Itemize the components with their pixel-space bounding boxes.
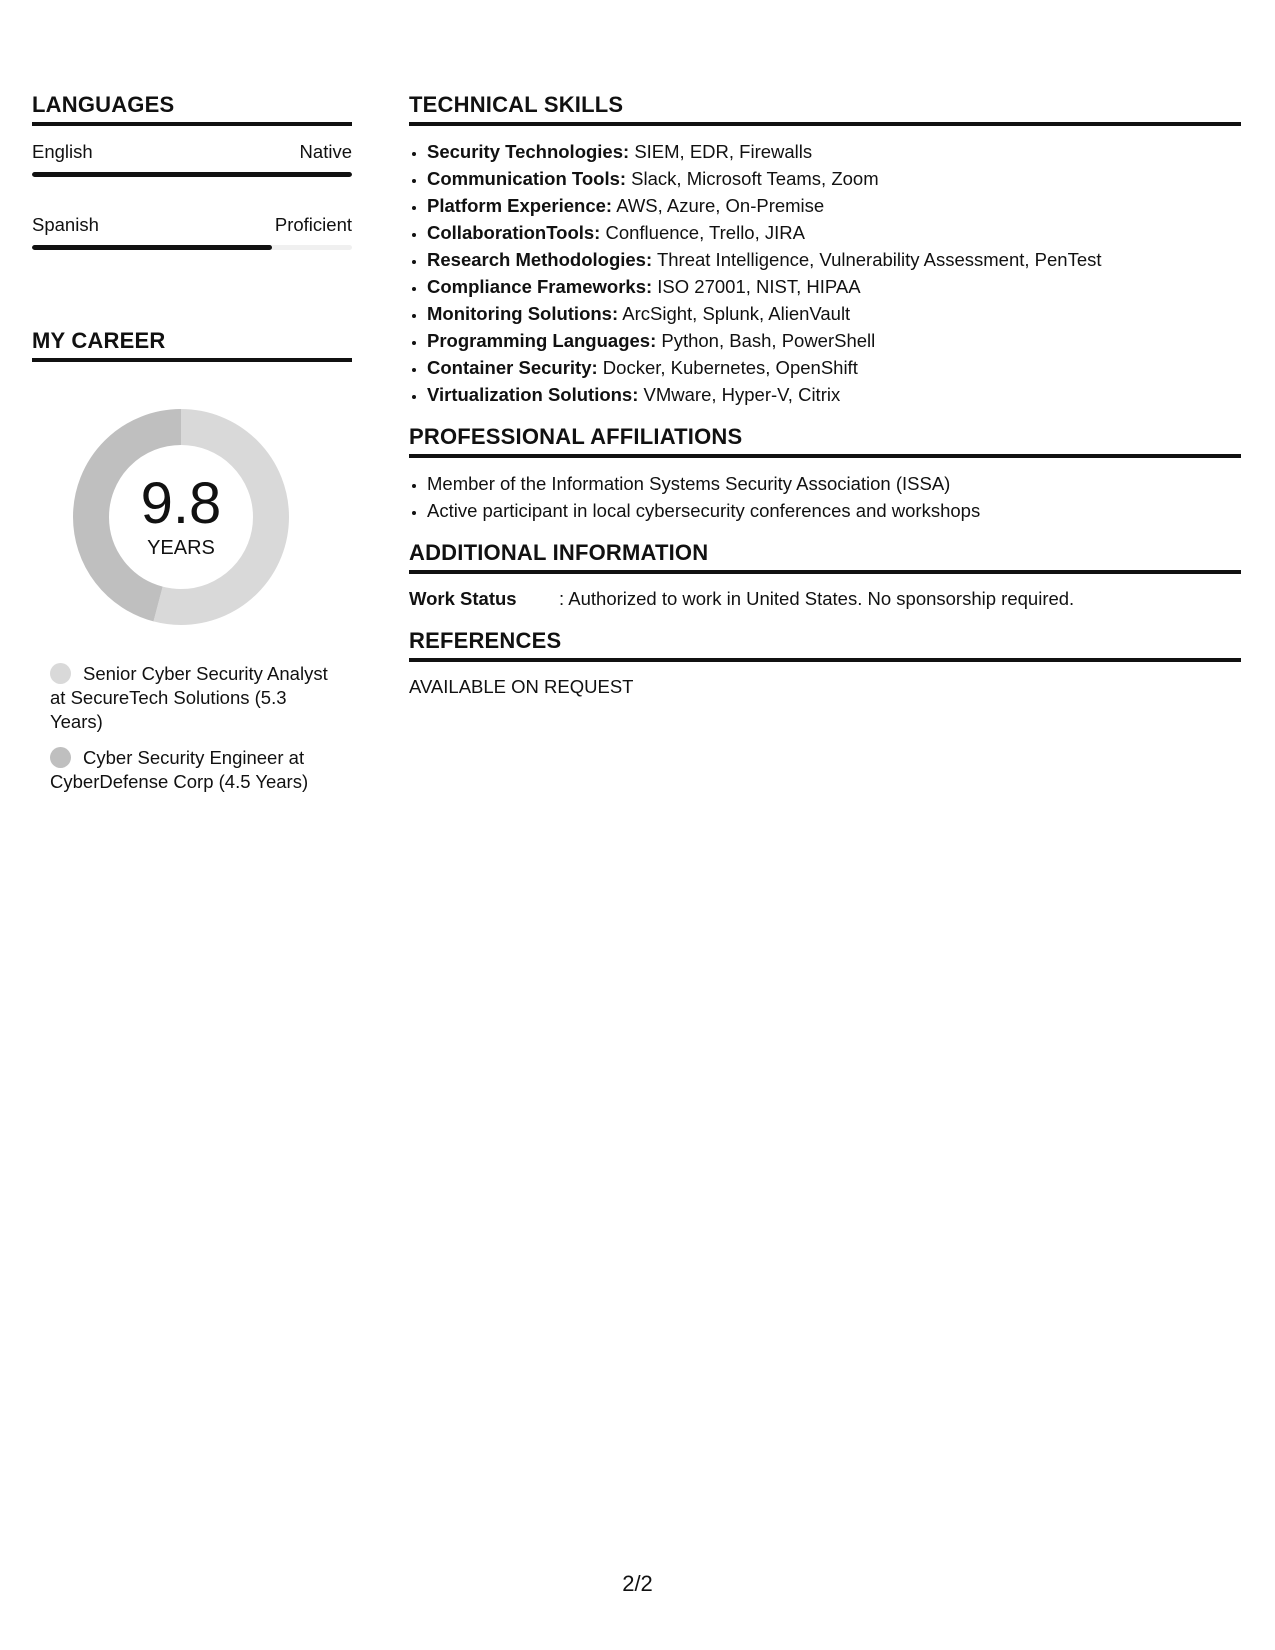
career-legend-item	[50, 662, 340, 734]
skill-label: Security Technologies:	[427, 141, 630, 162]
skill-label: CollaborationTools:	[427, 222, 601, 243]
career-legend	[50, 662, 340, 794]
language-proficiency-bar	[32, 172, 352, 177]
language-level: Proficient	[274, 214, 352, 235]
language-item	[32, 213, 352, 250]
right-column	[409, 92, 1241, 700]
skill-item	[427, 327, 1241, 354]
technical-skills-list	[409, 138, 1241, 408]
technical-skills-section	[409, 92, 1241, 408]
skill-item	[427, 273, 1241, 300]
skill-item	[427, 165, 1241, 192]
skill-value: Docker, Kubernetes, OpenShift	[597, 357, 858, 378]
references-heading: REFERENCES	[409, 628, 1241, 662]
skill-item	[427, 219, 1241, 246]
additional-info-section	[409, 540, 1241, 612]
career-role-text: Senior Cyber Security Analyst at SecureTech Solutions (5.3 Years)	[50, 663, 328, 732]
skill-label: Communication Tools:	[427, 168, 627, 189]
skill-item	[427, 300, 1241, 327]
work-status-value: : Authorized to work in United States. No sponsorship required.	[559, 588, 1075, 609]
skill-item	[427, 192, 1241, 219]
affiliations-heading: PROFESSIONAL AFFILIATIONS	[409, 424, 1241, 458]
skill-item	[427, 354, 1241, 381]
career-heading: MY CAREER	[32, 328, 352, 362]
references-text: AVAILABLE ON REQUEST	[409, 676, 634, 697]
skill-value: Slack, Microsoft Teams, Zoom	[626, 168, 879, 189]
skill-label: Container Security:	[427, 357, 598, 378]
skill-value: AWS, Azure, On-Premise	[612, 195, 825, 216]
skill-item	[427, 138, 1241, 165]
page-number: 2/2	[622, 1571, 653, 1596]
references-section	[409, 628, 1241, 700]
affiliation-item: • Active participant in local cybersecurity conferences and workshops	[427, 497, 1241, 524]
left-column	[32, 92, 352, 806]
skill-value: SIEM, EDR, Firewalls	[629, 141, 813, 162]
affiliations-section	[409, 424, 1241, 524]
languages-section	[32, 92, 352, 250]
languages-heading: LANGUAGES	[32, 92, 352, 126]
language-name: English	[32, 141, 93, 162]
skill-label: Virtualization Solutions:	[427, 384, 639, 405]
affiliations-list	[409, 470, 1241, 524]
skill-item	[427, 381, 1241, 408]
skill-item	[427, 246, 1241, 273]
legend-dot-icon	[50, 747, 71, 768]
language-name: Spanish	[32, 214, 99, 235]
career-role-text: Cyber Security Engineer at CyberDefense Corp (4.5 Years)	[50, 747, 309, 792]
skill-label: Compliance Frameworks:	[427, 276, 653, 297]
skill-value: Confluence, Trello, JIRA	[600, 222, 805, 243]
skill-value: Threat Intelligence, Vulnerability Assessment, PenTest	[652, 249, 1102, 270]
language-item	[32, 140, 352, 177]
skill-value: ArcSight, Splunk, AlienVault	[618, 303, 851, 324]
skill-value: VMware, Hyper-V, Citrix	[638, 384, 841, 405]
skill-label: Research Methodologies:	[427, 249, 653, 270]
language-proficiency-fill	[32, 172, 352, 177]
work-status-row	[409, 586, 1241, 612]
career-legend-item	[50, 746, 340, 794]
skill-label: Monitoring Solutions:	[427, 303, 619, 324]
legend-dot-icon	[50, 663, 71, 684]
skill-value: Python, Bash, PowerShell	[656, 330, 876, 351]
additional-info-heading: ADDITIONAL INFORMATION	[409, 540, 1241, 574]
affiliation-item: • Member of the Information Systems Security Association (ISSA)	[427, 470, 1241, 497]
language-proficiency-bar	[32, 245, 352, 250]
career-donut-chart	[66, 402, 296, 632]
skill-value: ISO 27001, NIST, HIPAA	[652, 276, 861, 297]
language-level: Native	[299, 141, 352, 162]
career-section	[32, 328, 352, 794]
skill-label: Platform Experience:	[427, 195, 613, 216]
career-total-unit: YEARS	[147, 537, 215, 559]
technical-skills-heading: TECHNICAL SKILLS	[409, 92, 1241, 126]
work-status-label: Work Status	[409, 588, 517, 609]
language-proficiency-fill	[32, 245, 272, 250]
career-total-years: 9.8	[140, 471, 222, 536]
skill-label: Programming Languages:	[427, 330, 657, 351]
